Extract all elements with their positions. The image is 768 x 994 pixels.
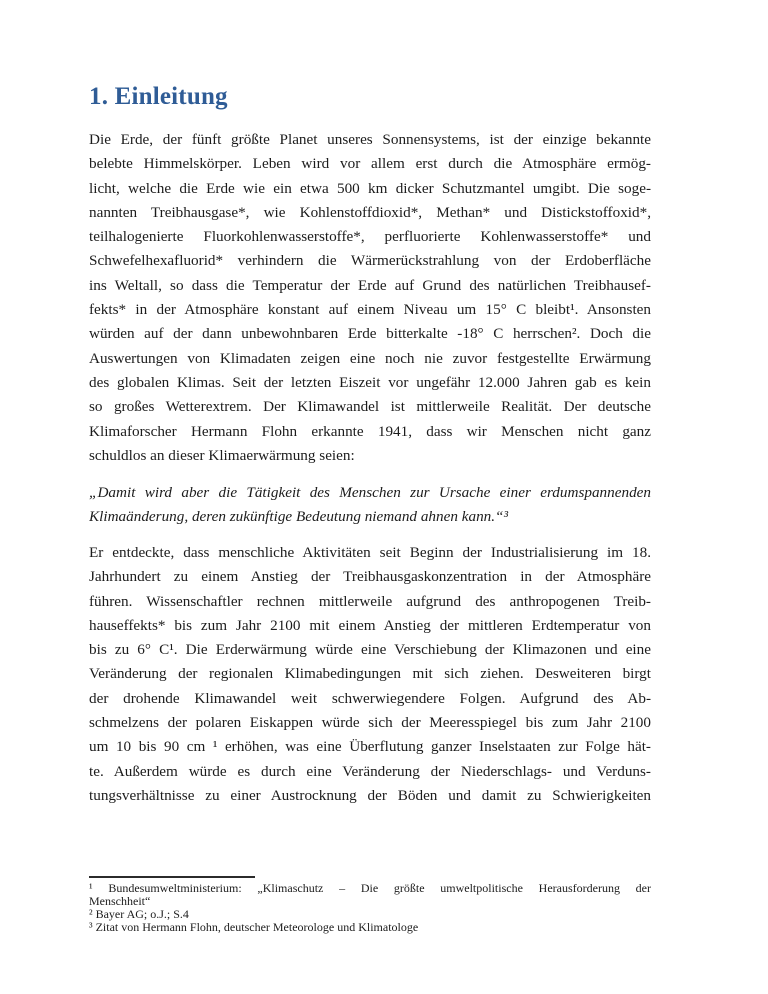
text-line: te. Außerdem würde es durch eine Veränderung der Niederschlags- und Verduns-	[89, 762, 651, 780]
text-line: um 10 bis 90 cm ¹ erhöhen, was eine Überflutung ganzer Inselstaaten zur Folge hät-	[89, 738, 651, 756]
text-line: tungsverhältnisse zu einer Austrocknung der Böden und damit zu Schwierigkeiten	[89, 786, 651, 804]
text-line: Veränderung der regionalen Klimabedingungen mit sich ziehen. Desweiteren birgt	[89, 665, 651, 683]
quote-line: Klimaänderung, deren zukünftige Bedeutung niemand ahnen kann.“³	[89, 508, 509, 526]
footnote-3: ³ Zitat von Hermann Flohn, deutscher Meteorologe und Klimatologe	[89, 921, 419, 934]
paragraph-2	[89, 541, 651, 808]
text-line: des globalen Klimas. Seit der letzten Eiszeit vor ungefähr 12.000 Jahren gab es kein	[89, 373, 651, 391]
footnotes	[89, 882, 651, 934]
quote-paragraph	[89, 481, 651, 530]
text-line: würden auf der dann unbewohnbaren Erde bitterkalte -18° C herrschen². Doch die	[89, 325, 651, 343]
text-line: schmelzens der polaren Eiskappen würde sich der Meeresspiegel bis zum Jahr 2100	[89, 714, 651, 732]
text-line: schuldlos an dieser Klimaerwärmung seien:	[89, 446, 355, 464]
footnote-1-line-2: Menschheit“	[89, 895, 151, 908]
text-line: bis zu 6° C¹. Die Erderwärmung würde eine Verschiebung der Klimazonen und eine	[89, 641, 651, 659]
text-line: ins Weltall, so dass die Temperatur der Erde auf Grund des natürlichen Treibhausef-	[89, 276, 651, 294]
footnote-1-line-1: ¹ Bundesumweltministerium: „Klimaschutz – Die größte umweltpolitische Herausforderung der	[89, 882, 651, 895]
text-line: der drohende Klimawandel weit schwerwiegendere Folgen. Aufgrund des Ab-	[89, 689, 651, 707]
text-line: Die Erde, der fünft größte Planet unseres Sonnensystems, ist der einzige bekannte	[89, 131, 651, 148]
text-line: führen. Wissenschaftler rechnen mittlerweile aufgrund des anthropogenen Treib-	[89, 592, 651, 610]
section-heading: 1. Einleitung	[89, 83, 228, 110]
text-line: Auswertungen von Klimadaten zeigen eine noch nie zuvor festgestellte Erwärmung	[89, 349, 651, 367]
text-line: belebte Himmelskörper. Leben wird vor allem erst durch die Atmosphäre ermög-	[89, 155, 651, 173]
text-line: hauseffekts* bis zum Jahr 2100 mit einem Anstieg der mittleren Erdtemperatur von	[89, 616, 651, 634]
text-line: so großes Wetterextrem. Der Klimawandel ist mittlerweile Realität. Der deutsche	[89, 398, 651, 416]
text-line: fekts* in der Atmosphäre konstant auf einem Niveau um 15° C bleibt¹. Ansonsten	[89, 301, 651, 319]
text-line: licht, welche die Erde wie ein etwa 500 km dicker Schutzmantel umgibt. Die soge-	[89, 179, 651, 197]
footnote-separator	[89, 876, 255, 878]
text-line: Jahrhundert zu einem Anstieg der Treibhausgaskonzentration in der Atmosphäre	[89, 568, 651, 586]
text-line: Schwefelhexafluorid* verhindern die Wärmerückstrahlung von der Erdoberfläche	[89, 252, 651, 270]
quote-line: „Damit wird aber die Tätigkeit des Menschen zur Ursache einer erdumspannenden	[89, 484, 651, 501]
text-line: nannten Treibhausgase*, wie Kohlenstoffdioxid*, Methan* und Distickstoffoxid*,	[89, 203, 651, 221]
footnote-2: ² Bayer AG; o.J.; S.4	[89, 908, 189, 921]
paragraph-1	[89, 128, 651, 468]
text-line: Er entdeckte, dass menschliche Aktivitäten seit Beginn der Industrialisierung im 18.	[89, 544, 651, 561]
text-line: teilhalogenierte Fluorkohlenwasserstoffe*, perfluorierte Kohlenwasserstoffe* und	[89, 228, 651, 246]
text-line: Klimaforscher Hermann Flohn erkannte 1941, dass wir Menschen nicht ganz	[89, 422, 651, 440]
